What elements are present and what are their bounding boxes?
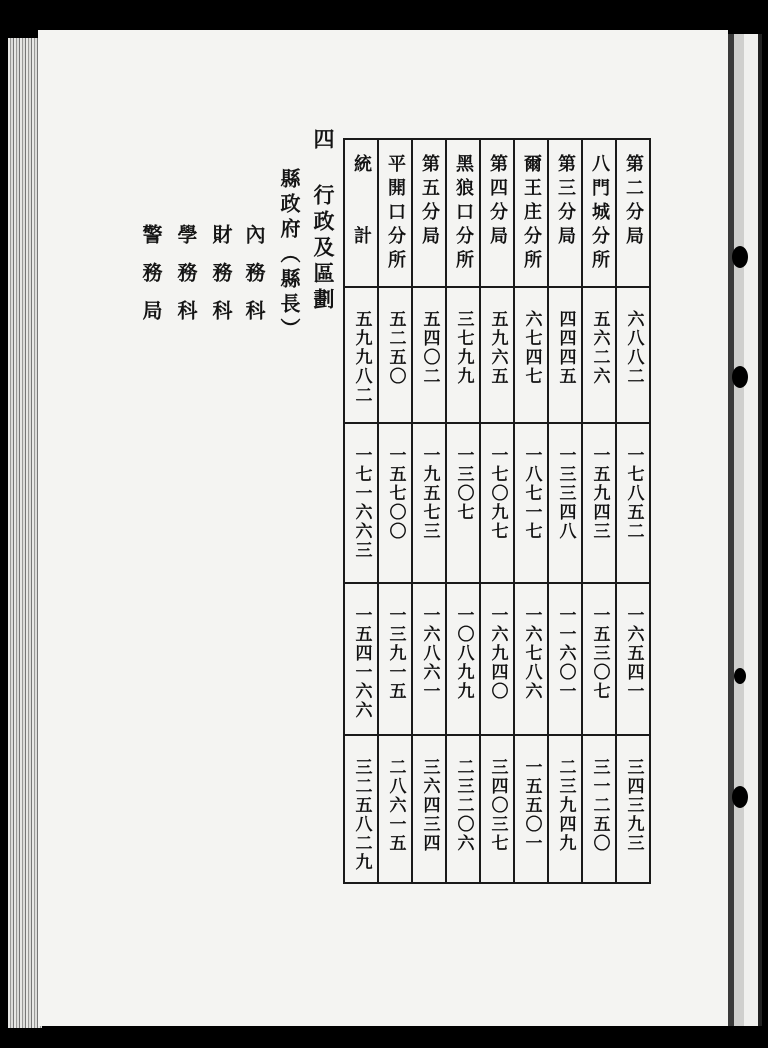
table-cell: 六七四七 [514,287,548,423]
book-page-edge-left [8,38,42,1028]
col-header: 統 計 [344,139,378,287]
table-cell: 三一二五〇 [582,735,616,883]
table-cell: 四四四五 [548,287,582,423]
table-cell: 一六九四〇 [480,583,514,735]
ink-mark [120,124,160,134]
table-cell: 三四三九三 [616,735,650,883]
table-cell: 一五四一六六 [344,583,378,735]
binding-hole [732,246,748,268]
table-cell: 一七八五二 [616,423,650,583]
book-binding-edge-right [728,34,762,1026]
table-cell: 三六四三四 [412,735,446,883]
table-cell: 五九九八二 [344,287,378,423]
table-cell: 一三三四八 [548,423,582,583]
dept-police: 警務局 [139,224,163,338]
table-cell: 三二五八二九 [344,735,378,883]
table-cell: 一五五〇一 [514,735,548,883]
table-row [344,287,650,423]
dept-education: 學務科 [174,224,198,338]
table-cell: 一三〇七 [446,423,480,583]
table-cell: 一〇八九九 [446,583,480,735]
table-cell: 五四〇二 [412,287,446,423]
binding-hole [732,786,748,808]
col-header: 第五分局 [412,139,446,287]
section-heading: 四 行政及區劃 [311,128,336,314]
table-cell: 三七九九 [446,287,480,423]
table-cell: 五二五〇 [378,287,412,423]
statistics-table [343,138,651,884]
table-cell: 一五九四三 [582,423,616,583]
table-cell: 二三二〇六 [446,735,480,883]
col-header: 黑狼口分所 [446,139,480,287]
col-header: 爾王庄分所 [514,139,548,287]
table-row [344,735,650,883]
org-head: 縣政府（縣長） [277,168,301,343]
table-cell: 六八八二 [616,287,650,423]
table-cell: 一七一六六三 [344,423,378,583]
table-cell: 一六七八六 [514,583,548,735]
col-header: 第二分局 [616,139,650,287]
col-header: 第三分局 [548,139,582,287]
col-header: 第四分局 [480,139,514,287]
col-header: 平開口分所 [378,139,412,287]
table-cell: 一五七〇〇 [378,423,412,583]
table-row [344,423,650,583]
dept-finance: 財務科 [209,224,233,338]
table-cell: 一六五四一 [616,583,650,735]
table-cell: 一九五七三 [412,423,446,583]
table-cell: 一七〇九七 [480,423,514,583]
table-cell: 一五三〇七 [582,583,616,735]
table-cell: 三四〇三七 [480,735,514,883]
table-cell: 五九六五 [480,287,514,423]
dept-interior: 內務科 [242,224,266,338]
table-cell: 一六八六一 [412,583,446,735]
table-cell: 一一六〇一 [548,583,582,735]
table-cell: 一三九一五 [378,583,412,735]
binding-hole [734,668,746,684]
binding-hole [732,366,748,388]
table-cell: 二八六一五 [378,735,412,883]
table-row [344,139,650,287]
table-cell: 一八七一七 [514,423,548,583]
table-cell: 二三九四九 [548,735,582,883]
table-row [344,583,650,735]
col-header: 八門城分所 [582,139,616,287]
table-cell: 五六二六 [582,287,616,423]
